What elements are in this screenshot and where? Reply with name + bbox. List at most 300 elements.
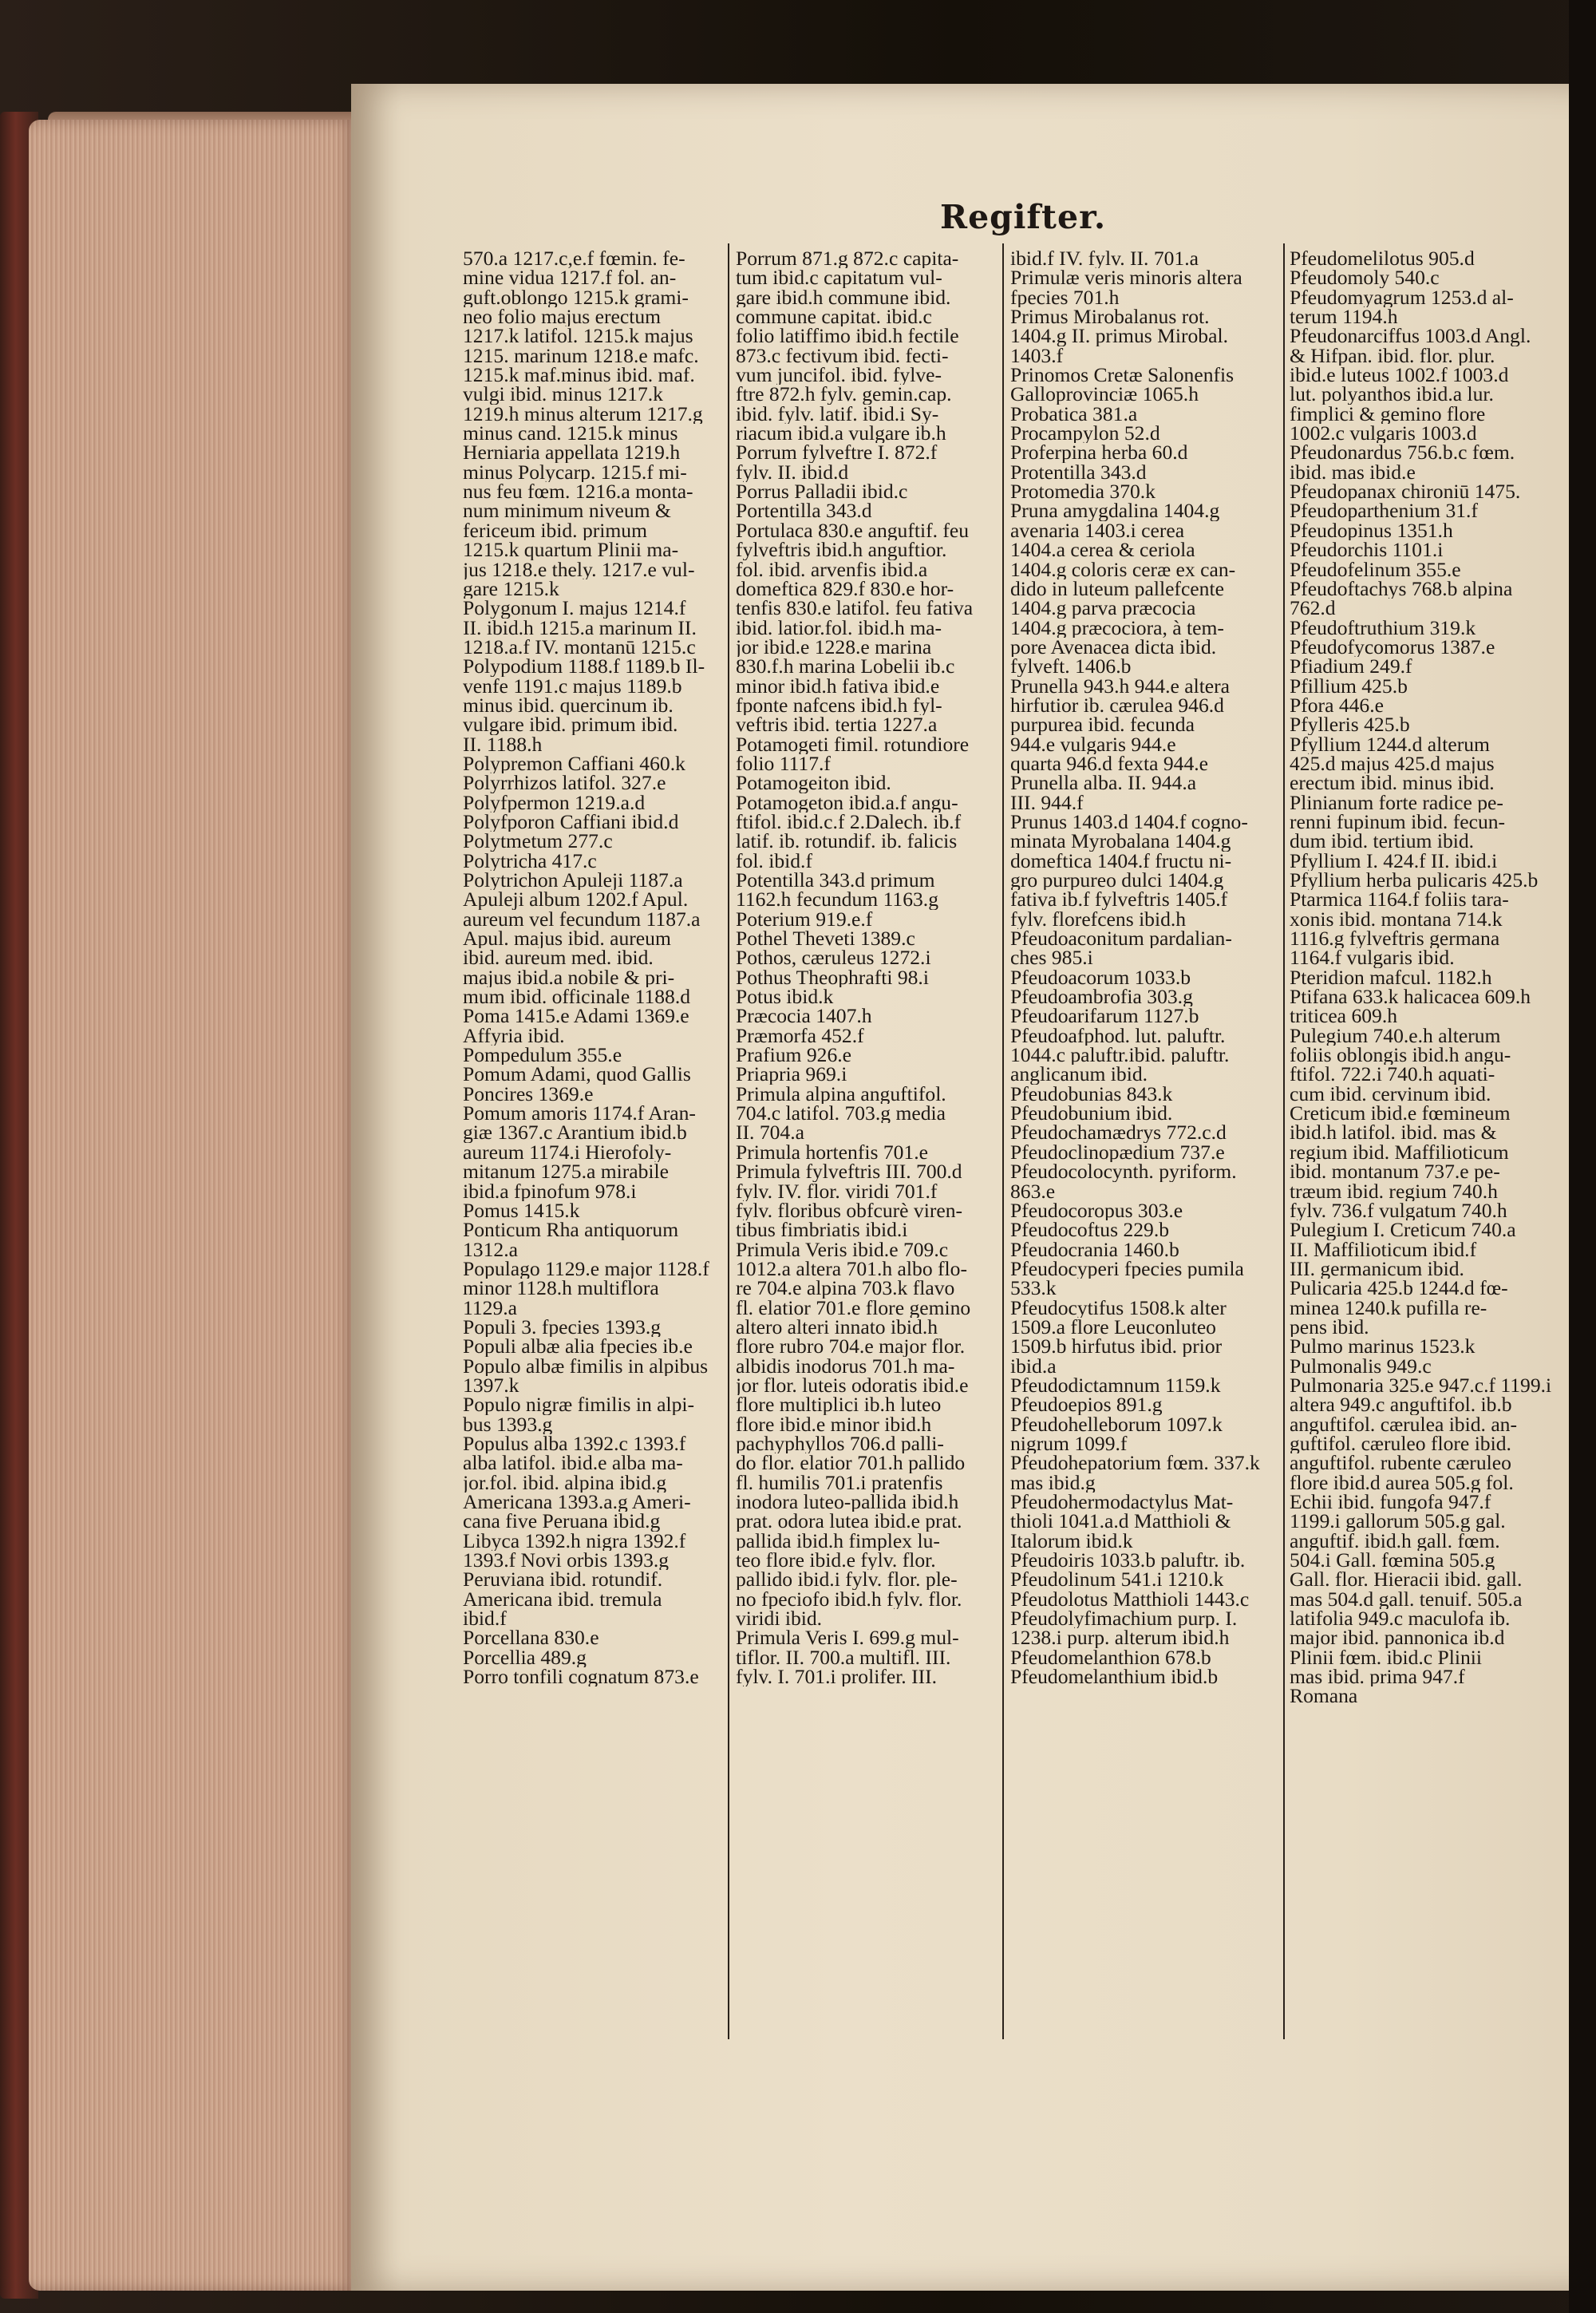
index-entry: giæ 1367.c Arantium ibid.b (463, 1123, 687, 1143)
index-entry: & Hifpan. ibid. flor. plur. (1290, 346, 1495, 366)
index-entry: 570.a 1217.c,e.f fœmin. fe- (463, 249, 685, 269)
index-entry: 1404.g coloris ceræ ex can- (1010, 559, 1236, 579)
index-entry: domeftica 1404.f fructu ni- (1010, 851, 1232, 871)
index-entry: Pfeudoafphod. lut. paluftr. (1010, 1026, 1226, 1046)
index-entry: veftris ibid. tertia 1227.a (736, 715, 938, 735)
index-entry: 1218.a.f IV. montanū 1215.c (463, 637, 696, 658)
index-entry: tenfis 830.e latifol. feu fativa (736, 599, 974, 619)
index-entry: mas 504.d gall. tenuif. 505.a (1290, 1589, 1523, 1610)
index-entry: 1404.g præcociora, à tem- (1010, 618, 1224, 638)
index-entry: minus Polycarp. 1215.f mi- (463, 462, 687, 483)
index-entry: mas ibid. prima 947.f (1290, 1667, 1465, 1687)
index-entry: minus cand. 1215.k minus (463, 424, 678, 444)
index-entry: fericeum ibid. primum (463, 520, 647, 541)
index-entry: terum 1194.h (1290, 307, 1398, 327)
index-entry: aureum vel fecundum 1187.a (463, 909, 701, 930)
index-entry: altero alteri innato ibid.h (736, 1317, 938, 1338)
index-entry: pore Avenacea dicta ibid. (1010, 637, 1217, 658)
index-entry: Pfeudolyfimachium purp. I. (1010, 1609, 1238, 1629)
index-entry: fol. ibid.f (736, 851, 812, 871)
index-entry: Apuleji album 1202.f Apul. (463, 890, 689, 910)
index-entry: flore multiplici ib.h luteo (736, 1395, 942, 1415)
index-entry: II. 704.a (736, 1123, 804, 1143)
index-entry: pallido ibid.i fylv. flor. ple- (736, 1570, 958, 1590)
index-entry: neo folio majus erectum (463, 307, 662, 327)
index-entry: minus ibid. quercinum ib. (463, 695, 674, 716)
index-entry: Pulegium I. Creticum 740.a (1290, 1220, 1516, 1240)
index-entry: anglicanum ibid. (1010, 1065, 1148, 1085)
index-entry: Polytmetum 277.c (463, 832, 613, 852)
index-entry: Poterium 919.e.f (736, 909, 873, 930)
index-entry: mine vidua 1217.f fol. an- (463, 268, 677, 288)
index-entry: Polyrrhizos latifol. 327.e (463, 773, 666, 793)
index-entry: ibid.a fpinofum 978.i (463, 1181, 637, 1201)
index-entry: latifolia 949.c maculofa ib. (1290, 1609, 1511, 1629)
index-entry: vulgare ibid. primum ibid. (463, 715, 678, 735)
index-entry: thioli 1041.a.d Matthioli & (1010, 1512, 1231, 1532)
index-entry: Pomum Adami, quod Gallis (463, 1065, 691, 1085)
index-entry: 1404.g II. primus Mirobal. (1010, 326, 1228, 346)
index-entry: jor.fol. ibid. alpina ibid.g (463, 1473, 667, 1493)
index-entry: domeftica 829.f 830.e hor- (736, 579, 954, 599)
index-entry: prat. odora lutea ibid.e prat. (736, 1512, 962, 1532)
index-entry: 1238.i purp. alterum ibid.h (1010, 1628, 1230, 1648)
index-entry: Primula alpina anguftifol. (736, 1084, 946, 1105)
index-entry: fylv. IV. flor. viridi 701.f (736, 1181, 938, 1201)
index-entry: fativa ib.f fylveftris 1405.f (1010, 890, 1228, 910)
index-entry: 1217.k latifol. 1215.k majus (463, 326, 693, 346)
index-entry: renni fupinum ibid. fecun- (1290, 812, 1506, 832)
index-entry: ibid. latior.fol. ibid.h ma- (736, 618, 942, 638)
index-entry: Pfeudoambrofia 303.g (1010, 987, 1193, 1007)
index-entry: gare 1215.k (463, 579, 559, 599)
index-entry: Pfora 446.e (1290, 695, 1384, 716)
index-entry: cum ibid. cervinum ibid. (1290, 1084, 1491, 1105)
index-entry: Potamogeton ibid.a.f angu- (736, 793, 958, 813)
index-entry: Pfeudoepios 891.g (1010, 1395, 1163, 1415)
index-entry: 1164.f vulgaris ibid. (1290, 948, 1455, 968)
index-entry: triticea 609.h (1290, 1006, 1398, 1026)
index-entry: Galloprovinciæ 1065.h (1010, 385, 1199, 405)
index-entry: 1509.a flore Leuconluteo (1010, 1317, 1216, 1338)
index-entry: anguftifol. rubente cæruleo (1290, 1453, 1511, 1473)
index-entry: III. 944.f (1010, 793, 1084, 813)
index-entry: 863.e (1010, 1181, 1056, 1201)
index-entry: Pfeudomelilotus 905.d (1290, 249, 1475, 269)
index-entry: Pothel Theveti 1389.c (736, 929, 915, 949)
index-entry: tum ibid.c capitatum vul- (736, 268, 942, 288)
index-entry: 1215.k maf.minus ibid. maf. (463, 366, 695, 386)
index-entry: vulgi ibid. minus 1217.k (463, 385, 663, 405)
index-entry: Præcocia 1407.h (736, 1006, 872, 1026)
index-entry: ftre 872.h fylv. gemin.cap. (736, 385, 952, 405)
index-entry: ibid.f IV. fylv. II. 701.a (1010, 249, 1199, 269)
index-entry: Pfeudorchis 1101.i (1290, 540, 1444, 560)
index-entry: Polygonum I. majus 1214.f (463, 599, 686, 619)
index-entry: jus 1218.e thely. 1217.e vul- (463, 559, 695, 579)
index-entry: ibid. aureum med. ibid. (463, 948, 654, 968)
index-entry: Pfeudoiris 1033.b paluftr. ib. (1010, 1551, 1246, 1571)
index-entry: Plinii fœm. ibid.c Plinii (1290, 1647, 1483, 1668)
index-entry: 1162.h fecundum 1163.g (736, 890, 939, 910)
index-entry: Creticum ibid.e fœmineum (1290, 1104, 1511, 1124)
index-entry: minor 1128.h multiflora (463, 1279, 659, 1299)
index-column-2 (736, 249, 998, 1686)
index-entry: Pfeudolinum 541.i 1210.k (1010, 1570, 1224, 1590)
index-entry: Procampylon 52.d (1010, 424, 1160, 444)
index-entry: Ptarmica 1164.f foliis tara- (1290, 890, 1509, 910)
index-entry: Pfyllium herba pulicaris 425.b (1290, 871, 1539, 891)
index-entry: Pfeudomoly 540.c (1290, 268, 1440, 288)
index-entry: Pulmo marinus 1523.k (1290, 1337, 1476, 1357)
index-entry: tibus fimbriatis ibid.i (736, 1220, 908, 1240)
index-entry: Proferpina herba 60.d (1010, 443, 1188, 463)
index-entry: Primula hortenfis 701.e (736, 1142, 928, 1163)
index-entry: 425.d majus 425.d majus (1290, 753, 1495, 774)
index-entry: 1403.f (1010, 346, 1064, 366)
index-entry: II. 1188.h (463, 734, 543, 754)
index-entry: nus feu fœm. 1216.a monta- (463, 482, 693, 502)
index-entry: 1312.a (463, 1240, 518, 1259)
index-entry: folio latiffimo ibid.h fectile (736, 326, 959, 346)
index-entry: Priapria 969.i (736, 1065, 847, 1085)
index-entry: Portentilla 343.d (736, 501, 872, 521)
index-entry: Pfeudonarciffus 1003.d Angl. (1290, 326, 1531, 346)
index-entry: albidis inodorus 701.h ma- (736, 1356, 955, 1376)
index-entry: Pompedulum 355.e (463, 1046, 622, 1066)
index-entry: 1219.h minus alterum 1217.g (463, 404, 703, 425)
index-entry: dum ibid. tertium ibid. (1290, 832, 1475, 852)
index-column-3 (1010, 249, 1278, 1686)
index-entry: Prafium 926.e (736, 1046, 852, 1066)
index-entry: 1012.a altera 701.h albo flo- (736, 1259, 967, 1279)
index-entry: num minimum niveum & (463, 501, 671, 521)
index-entry: Pfeudohepatorium fœm. 337.k (1010, 1453, 1260, 1473)
index-entry: jor flor. luteis odoratis ibid.e (736, 1375, 969, 1396)
index-entry: guftifol. cæruleo flore ibid. (1290, 1433, 1511, 1454)
index-entry: Pfeudomelanthium ibid.b (1010, 1667, 1219, 1687)
index-entry: mitanum 1275.a mirabile (463, 1162, 670, 1182)
index-entry: Pulegium 740.e.h alterum (1290, 1026, 1501, 1046)
index-entry: ibid.e luteus 1002.f 1003.d (1290, 366, 1509, 386)
index-entry: ibid.h latifol. ibid. mas & (1290, 1123, 1497, 1143)
index-entry: cana five Peruana ibid.g (463, 1512, 661, 1532)
index-entry: Porrum 871.g 872.c capita- (736, 249, 959, 269)
index-entry: Ponticum Rha antiquorum (463, 1220, 679, 1240)
index-column-4 (1290, 249, 1565, 1706)
index-entry: Porrum fylveftre I. 872.f (736, 443, 938, 463)
index-entry: 504.i Gall. fœmina 505.g (1290, 1551, 1495, 1571)
index-entry: Populo albæ fimilis in alpibus (463, 1356, 709, 1376)
index-entry: Primula fylveftris III. 700.d (736, 1162, 962, 1182)
index-entry: fylv. I. 701.i prolifer. III. (736, 1667, 938, 1687)
index-entry: viridi ibid. (736, 1609, 823, 1629)
index-entry: flore ibid.d aurea 505.g fol. (1290, 1473, 1514, 1493)
index-entry: inodora luteo-pallida ibid.h (736, 1493, 959, 1512)
index-entry: 830.f.h marina Lobelii ib.c (736, 657, 955, 677)
index-entry: Pfeudocyperi fpecies pumila (1010, 1259, 1244, 1279)
index-entry: III. germanicum ibid. (1290, 1259, 1464, 1279)
index-entry: 1215.k quartum Plinii ma- (463, 540, 679, 560)
index-entry: fimplici & gemino flore (1290, 404, 1486, 425)
index-entry: Pfyllium I. 424.f II. ibid.i (1290, 851, 1498, 871)
index-entry: fol. ibid. arvenfis ibid.a (736, 559, 928, 579)
index-entry: minata Myrobalana 1404.g (1010, 832, 1231, 852)
index-entry: mas ibid.g (1010, 1473, 1096, 1493)
index-entry: Pfeudoftruthium 319.k (1290, 618, 1476, 638)
index-entry: erectum ibid. minus ibid. (1290, 773, 1495, 793)
index-entry: Pfeudoparthenium 31.f (1290, 501, 1478, 521)
index-entry: 1404.g parva præcocia (1010, 599, 1196, 619)
index-entry: Pfeudohermodactylus Mat- (1010, 1493, 1234, 1512)
index-entry: purpurea ibid. fecunda (1010, 715, 1195, 735)
index-entry: do flor. elatior 701.h pallido (736, 1453, 966, 1473)
index-entry: Pfeudonardus 756.b.c fœm. (1290, 443, 1515, 463)
index-entry: Primula Veris ibid.e 709.c (736, 1240, 949, 1259)
index-entry: Echii ibid. fungofa 947.f (1290, 1493, 1491, 1512)
index-entry: Pfeudobunium ibid. (1010, 1104, 1173, 1124)
index-entry: Pfillium 425.b (1290, 676, 1408, 696)
index-entry: Americana ibid. tremula (463, 1589, 662, 1610)
index-entry: Pfeudocoftus 229.b (1010, 1220, 1170, 1240)
page-stack-edges (29, 120, 358, 2291)
index-entry: no fpeciofo ibid.h fylv. flor. (736, 1589, 962, 1610)
index-entry: pens ibid. (1290, 1317, 1369, 1338)
index-entry: ftifol. 722.i 740.h aquati- (1290, 1065, 1495, 1085)
index-entry: Porro tonfili cognatum 873.e (463, 1667, 699, 1687)
index-entry: Pfeudocolocynth. pyriform. (1010, 1162, 1237, 1182)
index-entry: vum juncifol. ibid. fylve- (736, 366, 942, 386)
index-entry: Pfeudocoropus 303.e (1010, 1200, 1183, 1221)
index-entry: Portulaca 830.e anguftif. feu (736, 520, 970, 541)
index-entry: tiflor. II. 700.a multifl. III. (736, 1647, 951, 1668)
index-entry: Protomedia 370.k (1010, 482, 1156, 502)
index-entry: Primus Mirobalanus rot. (1010, 307, 1210, 327)
index-entry: Poma 1415.e Adami 1369.e (463, 1006, 689, 1026)
index-entry: Apul. majus ibid. aureum (463, 929, 671, 949)
index-entry: Americana 1393.a.g Ameri- (463, 1493, 691, 1512)
index-entry: guft.oblongo 1215.k grami- (463, 287, 689, 308)
index-entry: Porcellana 830.e (463, 1628, 599, 1648)
index-entry: Pfeudofelinum 355.e (1290, 559, 1461, 579)
index-entry: Pfylleris 425.b (1290, 715, 1410, 735)
index-entry: Pfiadium 249.f (1290, 657, 1412, 677)
index-entry: fylveftris ibid.h anguftior. (736, 540, 947, 560)
index-entry: Pfeudomelanthion 678.b (1010, 1647, 1211, 1668)
index-entry: fylv. florefcens ibid.h (1010, 909, 1187, 930)
index-entry: commune capitat. ibid.c (736, 307, 932, 327)
index-entry: re 704.e alpina 703.k flavo (736, 1279, 955, 1299)
index-entry: pachyphyllos 706.d palli- (736, 1433, 944, 1454)
index-entry: Prunus 1403.d 1404.f cogno- (1010, 812, 1248, 832)
index-entry: Polytricha 417.c (463, 851, 597, 871)
index-entry: Pfeudobunias 843.k (1010, 1084, 1173, 1105)
index-entry: 944.e vulgaris 944.e (1010, 734, 1176, 754)
index-entry: Pulmonalis 949.c (1290, 1356, 1432, 1376)
index-entry: gro purpureo dulci 1404.g (1010, 871, 1224, 891)
index-entry: Pfeudohelleborum 1097.k (1010, 1414, 1223, 1434)
index-entry: gare ibid.h commune ibid. (736, 287, 951, 308)
index-entry: Italorum ibid.k (1010, 1531, 1133, 1552)
index-entry: Ptifana 633.k halicacea 609.h (1290, 987, 1531, 1007)
index-entry: latif. ib. rotundif. ib. falicis (736, 832, 958, 852)
index-entry: Pteridion mafcul. 1182.h (1290, 967, 1492, 988)
index-entry: ibid. mas ibid.e (1290, 462, 1416, 483)
index-entry: anguftifol. cærulea ibid. an- (1290, 1414, 1517, 1434)
index-entry: pallida ibid.h fimplex lu- (736, 1531, 940, 1552)
index-entry: Pfeudodictamnum 1159.k (1010, 1375, 1221, 1396)
index-entry: Polyfpermon 1219.a.d (463, 793, 646, 813)
index-entry: Pfeudocrania 1460.b (1010, 1240, 1179, 1259)
index-entry: ibid.f (463, 1609, 507, 1629)
right-dark-edge (1569, 0, 1596, 2313)
index-entry: II. Maffilioticum ibid.f (1290, 1240, 1477, 1259)
index-entry: Pothus Theophrafti 98.i (736, 967, 929, 988)
index-entry: Pfeudofycomorus 1387.e (1290, 637, 1495, 658)
index-entry: ibid. fylv. latif. ibid.i Sy- (736, 404, 939, 425)
index-entry: 533.k (1010, 1279, 1057, 1299)
index-entry: Gall. flor. Hieracii ibid. gall. (1290, 1570, 1523, 1590)
index-entry: Pfeudoftachys 768.b alpina (1290, 579, 1513, 599)
index-entry: altera 949.c anguftifol. ib.b (1290, 1395, 1512, 1415)
index-entry: Porcellia 489.g (463, 1647, 587, 1668)
index-entry: Pfeudopanax chironiū 1475. (1290, 482, 1521, 502)
index-entry: dido in luteum pallefcente (1010, 579, 1224, 599)
index-entry: fylv. floribus obfcurè viren- (736, 1200, 963, 1221)
index-entry: 704.c latifol. 703.g media (736, 1104, 946, 1124)
index-entry: riacum ibid.a vulgare ib.h (736, 424, 946, 444)
index-entry: lut. polyanthos ibid.a lur. (1290, 385, 1494, 405)
index-entry: fponte nafcens ibid.h fyl- (736, 695, 942, 716)
index-entry: 1116.g fylveftris germana (1290, 929, 1500, 949)
index-entry: Pfeudoacorum 1033.b (1010, 967, 1191, 988)
index-entry: fylv. 736.f vulgatum 740.h (1290, 1200, 1507, 1221)
index-entry: Pulmonaria 325.e 947.c.f 1199.i (1290, 1375, 1552, 1396)
index-entry: Pothos, cæruleus 1272.i (736, 948, 931, 968)
index-entry: Prunella 943.h 944.e altera (1010, 676, 1231, 696)
index-entry: alba latifol. ibid.e alba ma- (463, 1453, 683, 1473)
index-entry: Affyria ibid. (463, 1026, 565, 1046)
index-entry: teo flore ibid.e fylv. flor. (736, 1551, 936, 1571)
index-entry: jor ibid.e 1228.e marina (736, 637, 932, 658)
index-entry: ches 985.i (1010, 948, 1093, 968)
page-header: Regifter. (940, 198, 1107, 236)
index-entry: aureum 1174.i Hierofoly- (463, 1142, 672, 1163)
index-entry: majus ibid.a nobile & pri- (463, 967, 675, 988)
index-entry: minor ibid.h fativa ibid.e (736, 676, 940, 696)
index-entry: flore rubro 704.e major flor. (736, 1337, 966, 1357)
index-entry: 1002.c vulgaris 1003.d (1290, 424, 1477, 444)
index-entry: ftifol. ibid.c.f 2.Dalech. ib.f (736, 812, 962, 832)
index-entry: fl. elatior 701.e flore gemino (736, 1298, 971, 1318)
index-entry: Pfeudoarifarum 1127.b (1010, 1006, 1199, 1026)
index-entry: 1199.i gallorum 505.g gal. (1290, 1512, 1506, 1532)
index-entry: 1044.c paluftr.ibid. paluftr. (1010, 1046, 1230, 1066)
index-entry: bus 1393.g (463, 1414, 553, 1434)
index-entry: 1397.k (463, 1375, 519, 1396)
index-entry: 1393.f Novi orbis 1393.g (463, 1551, 670, 1571)
index-entry: Polypodium 1188.f 1189.b Il- (463, 657, 705, 677)
index-entry: Polypremon Caffiani 460.k (463, 753, 685, 774)
index-entry: fl. humilis 701.i pratenfis (736, 1473, 943, 1493)
index-entry: Pfeudocytifus 1508.k alter (1010, 1298, 1227, 1318)
index-entry: 1129.a (463, 1298, 517, 1318)
index-entry: Pfeudoaconitum pardalian- (1010, 929, 1232, 949)
index-entry: Populi 3. fpecies 1393.g (463, 1317, 662, 1338)
index-entry: fylveft. 1406.b (1010, 657, 1132, 677)
index-entry: 873.c fectivum ibid. fecti- (736, 346, 949, 366)
index-entry: Pfeudomyagrum 1253.d al- (1290, 287, 1514, 308)
index-entry: 762.d (1290, 599, 1336, 619)
index-entry: regium ibid. Maffilioticum (1290, 1142, 1509, 1163)
index-entry: Populus alba 1392.c 1393.f (463, 1433, 686, 1454)
index-entry: fylv. II. ibid.d (736, 462, 849, 483)
index-entry: nigrum 1099.f (1010, 1433, 1128, 1454)
index-entry: Prunella alba. II. 944.a (1010, 773, 1197, 793)
index-entry: Primula Veris I. 699.g mul- (736, 1628, 959, 1648)
index-entry: quarta 946.d fexta 944.e (1010, 753, 1209, 774)
column-rule-3 (1283, 243, 1285, 2039)
index-entry: Primulæ veris minoris altera (1010, 268, 1242, 288)
index-entry: hirfutior ib. cærulea 946.d (1010, 695, 1224, 716)
index-entry: Pomus 1415.k (463, 1200, 580, 1221)
index-entry: Pruna amygdalina 1404.g (1010, 501, 1220, 521)
index-entry: Herniaria appellata 1219.h (463, 443, 681, 463)
index-entry: Probatica 381.a (1010, 404, 1138, 425)
index-entry: venfe 1191.c majus 1189.b (463, 676, 682, 696)
index-entry: Pfeudoclinopædium 737.e (1010, 1142, 1225, 1163)
index-entry: major ibid. pannonica ib.d (1290, 1628, 1505, 1648)
column-rule-1 (728, 243, 729, 2039)
index-entry: mum ibid. officinale 1188.d (463, 987, 691, 1007)
index-entry: ibid.a (1010, 1356, 1057, 1376)
index-entry: Peruviana ibid. rotundif. (463, 1570, 663, 1590)
index-entry: ibid. montanum 737.e pe- (1290, 1162, 1500, 1182)
index-entry: Pulicaria 425.b 1244.d fœ- (1290, 1279, 1508, 1299)
index-entry: Populago 1129.e major 1128.f (463, 1259, 709, 1279)
index-entry: Poncires 1369.e (463, 1084, 594, 1105)
index-entry: Populi albæ alia fpecies ib.e (463, 1337, 693, 1357)
index-entry: 1215. marinum 1218.e mafc. (463, 346, 699, 366)
index-entry: flore ibid.e minor ibid.h (736, 1414, 932, 1434)
index-entry: Libyca 1392.h nigra 1392.f (463, 1531, 686, 1552)
index-entry: II. ibid.h 1215.a marinum II. (463, 618, 697, 638)
index-entry: Pfeudolotus Matthioli 1443.c (1010, 1589, 1250, 1610)
index-column-1 (463, 249, 722, 1686)
index-entry: Polytrichon Apuleji 1187.a (463, 871, 683, 891)
index-entry: Prinomos Cretæ Salonenfis (1010, 366, 1235, 386)
index-entry: Præmorfa 452.f (736, 1026, 864, 1046)
index-entry: Romana (1290, 1686, 1358, 1706)
column-rule-2 (1002, 243, 1004, 2039)
index-entry: Polyfporon Caffiani ibid.d (463, 812, 679, 832)
index-entry: 1404.a cerea & ceriola (1010, 540, 1195, 560)
index-entry: avenaria 1403.i cerea (1010, 520, 1185, 541)
index-entry: Potentilla 343.d primum (736, 871, 935, 891)
index-entry: Protentilla 343.d (1010, 462, 1147, 483)
index-entry: 1509.b hirfutus ibid. prior (1010, 1337, 1223, 1357)
index-entry: Potus ibid.k (736, 987, 834, 1007)
index-entry: Pfeudochamædrys 772.c.d (1010, 1123, 1227, 1143)
index-entry: Porrus Palladii ibid.c (736, 482, 908, 502)
index-entry: xonis ibid. montana 714.k (1290, 909, 1503, 930)
index-entry: fpecies 701.h (1010, 287, 1120, 308)
index-entry: Pfyllium 1244.d alterum (1290, 734, 1490, 754)
index-entry: folio 1117.f (736, 753, 831, 774)
index-entry: Populo nigræ fimilis in alpi- (463, 1395, 695, 1415)
index-entry: træum ibid. regium 740.h (1290, 1181, 1498, 1201)
index-entry: Plinianum forte radice pe- (1290, 793, 1503, 813)
